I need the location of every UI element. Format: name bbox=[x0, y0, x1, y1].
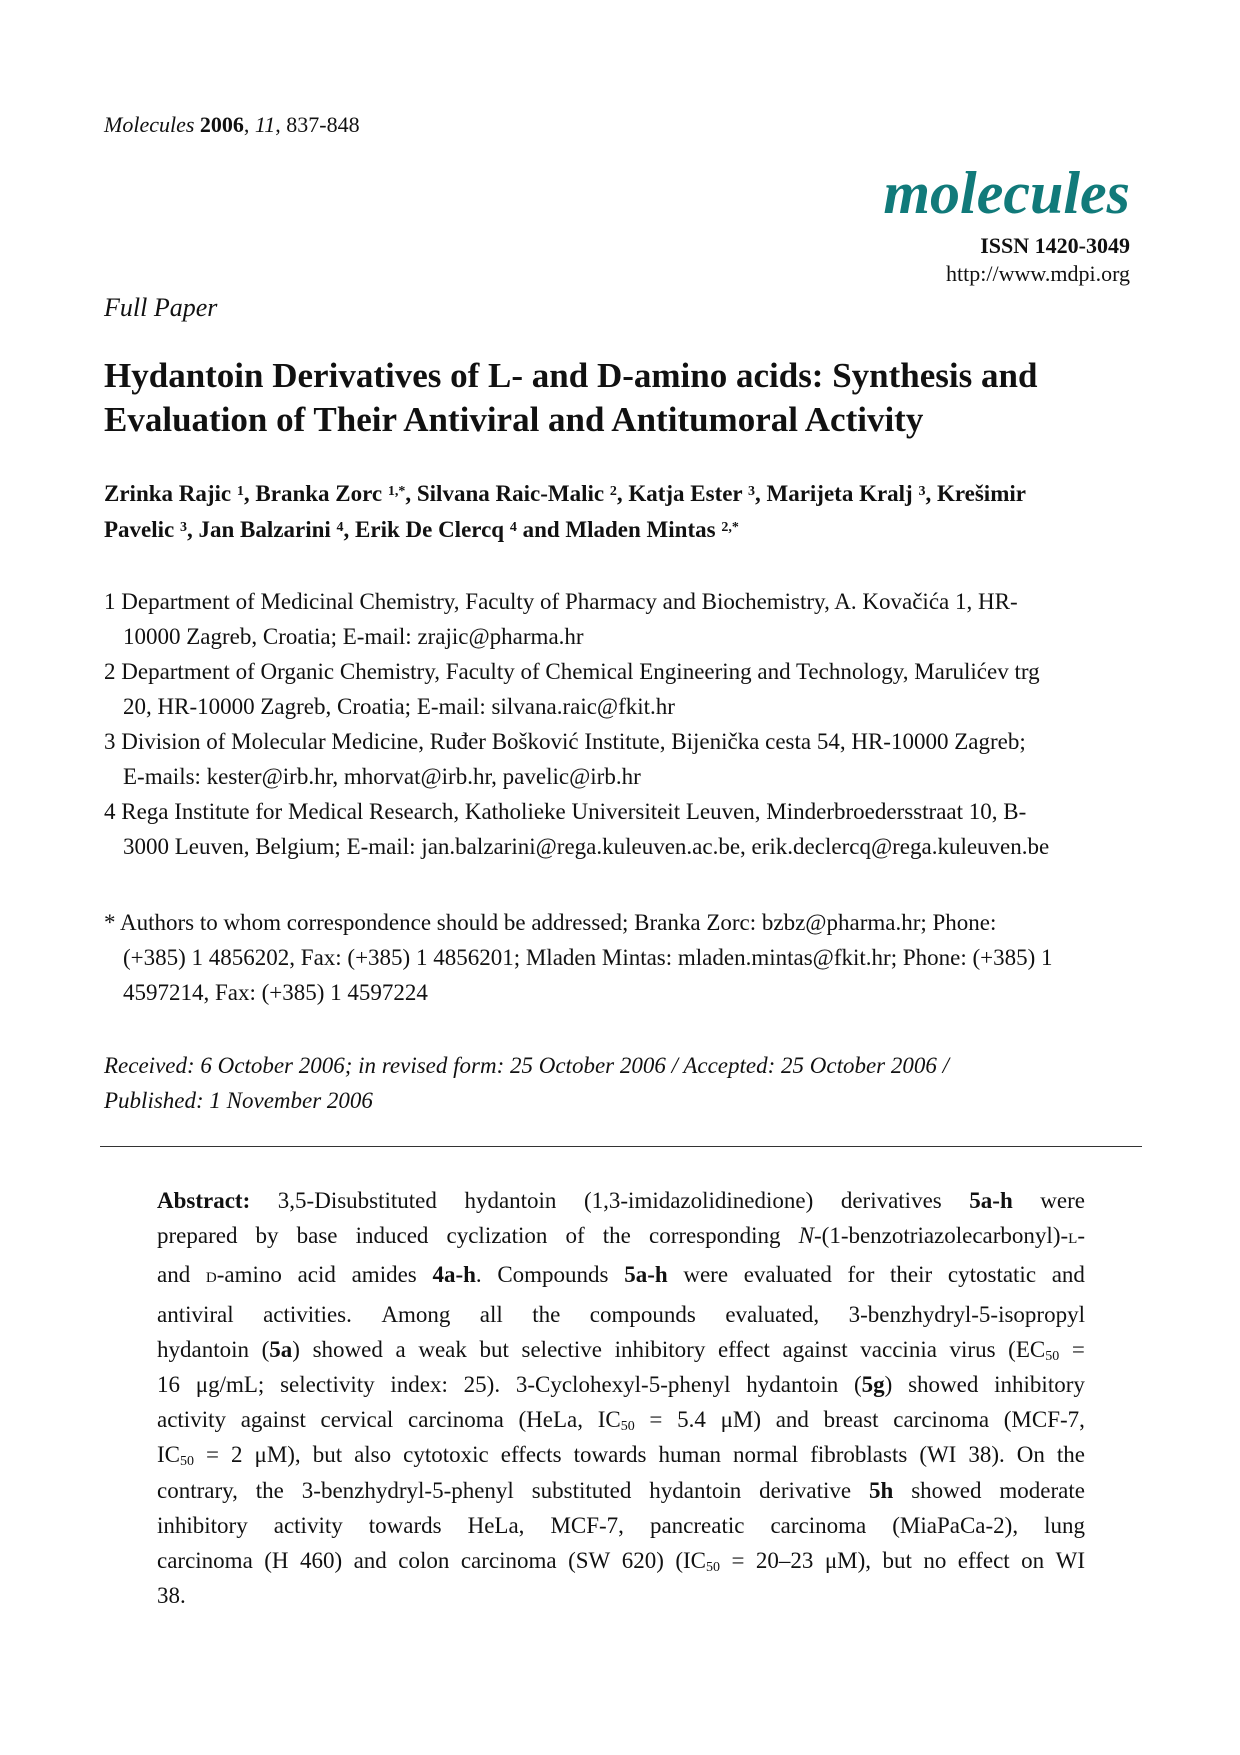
dates-line: Received: 6 October 2006; in revised form: 25 October 2006 / Accepted: 25 October 2006 / bbox=[104, 1053, 950, 1078]
abstract-word: cytotoxic bbox=[403, 1442, 489, 1468]
abstract-word: virus bbox=[949, 1336, 996, 1362]
abstract-word: effect bbox=[957, 1548, 1010, 1574]
abstract-word: (MiaPaCa-2), bbox=[892, 1512, 1019, 1538]
author-name: Jan Balzarini bbox=[198, 517, 331, 542]
abstract-word: towards bbox=[368, 1512, 442, 1538]
abstract-word: 38. bbox=[157, 1583, 186, 1609]
affiliation-1 bbox=[104, 584, 1144, 654]
abstract-word: selectivity bbox=[280, 1372, 375, 1398]
journal-citation: Molecules 2006, 11, 837-848 bbox=[104, 112, 360, 137]
abstract-word: base bbox=[296, 1223, 338, 1249]
abstract-word: (SW bbox=[568, 1548, 611, 1574]
abstract-word: cervical bbox=[320, 1407, 394, 1433]
author-affiliation-mark: 2 bbox=[609, 484, 617, 499]
abstract-word: On bbox=[1016, 1442, 1045, 1468]
abstract-word: 25). bbox=[463, 1372, 501, 1398]
abstract-word: activity bbox=[157, 1407, 226, 1433]
author-name: Erik De Clercq bbox=[355, 517, 505, 542]
abstract-word: the bbox=[602, 1223, 631, 1249]
abstract-word: inhibitory bbox=[157, 1512, 248, 1538]
abstract-word: N-(1-benzotriazolecarbonyl)-L- bbox=[798, 1223, 1085, 1249]
abstract-word: their bbox=[890, 1262, 933, 1288]
abstract-word: μM), bbox=[824, 1548, 872, 1574]
abstract-word: 3,5-Disubstituted bbox=[277, 1188, 437, 1213]
affiliation-line: 20, HR-10000 Zagreb, Croatia; E-mail: silvana.raic@fkit.hr bbox=[123, 694, 675, 719]
abstract-word: corresponding bbox=[648, 1223, 781, 1249]
abstract-word: 5a-h bbox=[624, 1262, 668, 1288]
abstract-word: breast bbox=[823, 1407, 879, 1433]
paper-type: Full Paper bbox=[104, 293, 218, 322]
affiliation-4 bbox=[104, 794, 1144, 864]
abstract-word: showed bbox=[312, 1336, 383, 1362]
author-name: Zrinka Rajic bbox=[104, 481, 232, 506]
author-name-part: Krešimir bbox=[936, 481, 1026, 506]
abstract-word: = bbox=[649, 1407, 663, 1433]
abstract-word: evaluated, bbox=[725, 1301, 820, 1327]
abstract-word: for bbox=[847, 1262, 875, 1288]
author-line: Zrinka Rajic $^1$, Branka Zorc $^{1,*}$, Silvana Raic-Malic $^2$, Katja Ester $^3$, Marijeta Kralj $^3$, Krešimir bbox=[104, 481, 1026, 506]
abstract-word: no bbox=[923, 1548, 947, 1574]
abstract-word: carcinoma bbox=[770, 1512, 867, 1538]
abstract-word: fibroblasts bbox=[810, 1442, 908, 1468]
abstract-word: inhibitory bbox=[994, 1372, 1085, 1398]
abstract-word: of bbox=[565, 1223, 585, 1249]
journal-url[interactable]: http://www.mdpi.org bbox=[946, 261, 1130, 286]
abstract-word: 2 bbox=[230, 1442, 243, 1468]
abstract-word: 5a-h bbox=[969, 1188, 1013, 1213]
author-name: Mladen Mintas bbox=[565, 517, 716, 542]
abstract-word: 5.4 bbox=[677, 1407, 706, 1433]
correspondence-note bbox=[104, 905, 1144, 1010]
abstract-line bbox=[157, 1437, 1085, 1472]
title-line: Hydantoin Derivatives of L- and D-amino acids: Synthesis and bbox=[104, 356, 1038, 395]
abstract-word: D-amino bbox=[205, 1262, 282, 1288]
abstract-word: carcinoma bbox=[408, 1407, 504, 1433]
abstract-word: index: bbox=[390, 1372, 448, 1398]
abstract-line bbox=[157, 1297, 1085, 1332]
affiliation-line: 3 Division of Molecular Medicine, Ruđer Bošković Institute, Bijenička cesta 54, HR-10000 Zagreb; bbox=[104, 729, 1026, 754]
abstract-word: and bbox=[775, 1407, 809, 1433]
author-line: Pavelic $^3$, Jan Balzarini $^4$, Erik De Clercq $^4$ and Mladen Mintas $^{2,*}$ bbox=[104, 517, 739, 542]
abstract-line bbox=[157, 1257, 1085, 1296]
abstract-word: $IC_{50}$ bbox=[157, 1442, 194, 1470]
abstract-word: carcinoma bbox=[460, 1548, 557, 1574]
abstract-word: μM) bbox=[720, 1407, 762, 1433]
abstract-word: all bbox=[479, 1301, 503, 1327]
abstract-line bbox=[157, 1332, 1085, 1367]
affiliation-line: 4 Rega Institute for Medical Research, Katholieke Universiteit Leuven, Minderbroedersstraat 10, B- bbox=[104, 799, 1027, 824]
abstract-word: cytostatic bbox=[947, 1262, 1037, 1288]
journal-year: 2006 bbox=[199, 112, 244, 137]
abstract-word: (H bbox=[264, 1548, 289, 1574]
abstract-word: Among bbox=[381, 1301, 451, 1327]
abstract-word: HeLa, bbox=[467, 1512, 525, 1538]
abstract-line bbox=[157, 1218, 1085, 1257]
abstract-word: = bbox=[731, 1548, 745, 1574]
abstract-word: and bbox=[157, 1262, 191, 1288]
abstract-word: the bbox=[532, 1301, 561, 1327]
abstract-word: hydantoin bbox=[746, 1372, 839, 1398]
author-list bbox=[104, 476, 1144, 548]
abstract-word: MCF-7, bbox=[550, 1512, 624, 1538]
abstract-word: and bbox=[353, 1548, 387, 1574]
abstract-word: but bbox=[312, 1442, 343, 1468]
abstract-word: hydantoin bbox=[464, 1188, 557, 1213]
abstract-word: (HeLa, bbox=[518, 1407, 584, 1433]
abstract-word: evaluated bbox=[743, 1262, 832, 1288]
abstract-word: moderate bbox=[999, 1477, 1085, 1503]
abstract-line bbox=[157, 1543, 1085, 1578]
abstract-word: lung bbox=[1044, 1512, 1085, 1538]
abstract-word: the bbox=[1056, 1442, 1085, 1468]
abstract-word: amides bbox=[351, 1262, 417, 1288]
abstract-word: colon bbox=[398, 1548, 450, 1574]
abstract-word: (MCF-7, bbox=[1003, 1407, 1085, 1433]
abstract-word: a bbox=[395, 1336, 406, 1362]
abstract-word: by bbox=[255, 1223, 279, 1249]
abstract-word: = bbox=[1071, 1336, 1085, 1362]
abstract-word: human bbox=[658, 1442, 722, 1468]
abstract-word: selective bbox=[521, 1336, 602, 1362]
issn: ISSN 1420-3049 bbox=[980, 233, 1130, 258]
abstract-word: vaccinia bbox=[860, 1336, 937, 1362]
abstract-word: the bbox=[255, 1477, 284, 1503]
abstract-word: and bbox=[1051, 1262, 1085, 1288]
author-affiliation-mark: 3 bbox=[918, 484, 926, 499]
abstract-line bbox=[157, 1402, 1085, 1437]
abstract-word: 20–23 bbox=[755, 1548, 814, 1574]
author-affiliation-mark: 3 bbox=[180, 520, 187, 535]
author-name: Marijeta Kralj bbox=[766, 481, 913, 506]
abstract-word: contrary, bbox=[157, 1477, 238, 1503]
abstract-word: 460) bbox=[299, 1548, 343, 1574]
author-affiliation-mark: 2,* bbox=[721, 520, 739, 535]
author-affiliation-mark: 1 bbox=[236, 484, 244, 499]
abstract-word: cyclization bbox=[446, 1223, 548, 1249]
abstract-word: activities. bbox=[263, 1301, 352, 1327]
abstract-word: 4a-h. bbox=[432, 1262, 482, 1288]
author-name: Silvana Raic-Malic bbox=[416, 481, 605, 506]
abstract-word: on bbox=[1021, 1548, 1045, 1574]
correspondence-line: (+385) 1 4856202, Fax: (+385) 1 4856201; Mladen Mintas: mladen.mintas@fkit.hr; Phone: (+385) 1 bbox=[123, 945, 1053, 970]
abstract-word: prepared bbox=[157, 1223, 238, 1249]
author-affiliation-mark: 4 bbox=[336, 520, 344, 535]
abstract-word: 3-benzhydryl-5-isopropyl bbox=[848, 1301, 1085, 1327]
abstract-word: (5a) bbox=[261, 1336, 300, 1362]
abstract-word: 3-benzhydryl-5-phenyl bbox=[301, 1477, 514, 1503]
abstract-word: (5g) bbox=[854, 1372, 893, 1398]
correspondence-line: * Authors to whom correspondence should be addressed; Branka Zorc: bzbz@pharma.hr; Phone: bbox=[104, 910, 997, 935]
abstract-word: (WI bbox=[919, 1442, 957, 1468]
abstract-word: ($IC_{50}$ bbox=[675, 1548, 720, 1576]
abstract-word: hydantoin bbox=[157, 1336, 249, 1362]
abstract-word: Abstract: bbox=[157, 1188, 251, 1213]
abstract-word: 3-Cyclohexyl-5-phenyl bbox=[515, 1372, 731, 1398]
abstract-line bbox=[157, 1578, 1085, 1613]
abstract-word: substituted bbox=[531, 1477, 632, 1503]
abstract-line bbox=[157, 1473, 1085, 1508]
affiliation-3 bbox=[104, 724, 1144, 794]
abstract-word: μg/mL; bbox=[195, 1372, 265, 1398]
author-affiliation-mark: 1,* bbox=[387, 484, 406, 499]
author-affiliation-mark: 3 bbox=[747, 484, 755, 499]
abstract-word: effect bbox=[717, 1336, 770, 1362]
abstract-word: were bbox=[1040, 1188, 1085, 1213]
abstract-word: effects bbox=[500, 1442, 562, 1468]
section-divider bbox=[100, 1146, 1142, 1147]
title-line: Evaluation of Their Antiviral and Antitumoral Activity bbox=[104, 400, 924, 439]
author-name-part: Pavelic bbox=[104, 517, 175, 542]
abstract-word: towards bbox=[573, 1442, 647, 1468]
abstract-word: against bbox=[240, 1407, 306, 1433]
paper-title bbox=[104, 354, 1144, 442]
correspondence-line: 4597214, Fax: (+385) 1 4597224 bbox=[123, 980, 428, 1005]
abstract-word: weak bbox=[418, 1336, 467, 1362]
abstract-word: 16 bbox=[157, 1372, 180, 1398]
dates-line: Published: 1 November 2006 bbox=[104, 1088, 373, 1113]
affiliation-line: 2 Department of Organic Chemistry, Faculty of Chemical Engineering and Technology, Marulićev trg bbox=[104, 659, 1040, 684]
abstract-word: 38). bbox=[968, 1442, 1005, 1468]
abstract-line bbox=[157, 1183, 1085, 1218]
affiliation-line: 1 Department of Medicinal Chemistry, Faculty of Pharmacy and Biochemistry, A. Kovačića 1, HR- bbox=[104, 589, 1018, 614]
abstract-word: normal bbox=[733, 1442, 799, 1468]
abstract bbox=[157, 1183, 1085, 1613]
abstract-word: showed bbox=[911, 1477, 982, 1503]
abstract-word: WI bbox=[1055, 1548, 1085, 1574]
publication-dates bbox=[104, 1048, 949, 1118]
abstract-word: but bbox=[882, 1548, 912, 1574]
affiliation-line: 3000 Leuven, Belgium; E-mail: jan.balzarini@rega.kuleuven.ac.be, erik.declercq@rega.kuleuven.be bbox=[123, 834, 1050, 859]
journal-volume: 11 bbox=[254, 112, 276, 137]
abstract-line bbox=[157, 1508, 1085, 1543]
abstract-word: but bbox=[479, 1336, 509, 1362]
abstract-word: (1,3-imidazolidinedione) bbox=[583, 1188, 814, 1213]
journal-pages: 837-848 bbox=[286, 112, 360, 137]
abstract-word: acid bbox=[297, 1262, 336, 1288]
abstract-word: 620) bbox=[621, 1548, 664, 1574]
affiliation-2 bbox=[104, 654, 1144, 724]
journal-name: Molecules bbox=[104, 112, 195, 137]
abstract-word: carcinoma bbox=[893, 1407, 990, 1433]
abstract-word: derivative bbox=[759, 1477, 852, 1503]
abstract-word: pancreatic bbox=[649, 1512, 745, 1538]
author-name: Branka Zorc bbox=[255, 481, 383, 506]
journal-logo: molecules bbox=[883, 160, 1130, 226]
abstract-word: hydantoin bbox=[649, 1477, 742, 1503]
abstract-word: derivatives bbox=[840, 1188, 942, 1213]
abstract-word: ($EC_{50}$ bbox=[1008, 1336, 1060, 1364]
abstract-word: 5h bbox=[869, 1477, 894, 1503]
abstract-word: Compounds bbox=[497, 1262, 609, 1288]
abstract-word: $IC_{50}$ bbox=[597, 1407, 635, 1435]
affiliation-line: E-mails: kester@irb.hr, mhorvat@irb.hr, pavelic@irb.hr bbox=[123, 764, 641, 789]
abstract-word: induced bbox=[355, 1223, 429, 1249]
abstract-word: carcinoma bbox=[157, 1548, 253, 1574]
abstract-word: against bbox=[782, 1336, 848, 1362]
abstract-line bbox=[157, 1367, 1085, 1402]
abstract-word: μM), bbox=[254, 1442, 301, 1468]
abstract-word: = bbox=[206, 1442, 219, 1468]
abstract-word: antiviral bbox=[157, 1301, 234, 1327]
abstract-word: inhibitory bbox=[614, 1336, 706, 1362]
abstract-word: also bbox=[354, 1442, 392, 1468]
abstract-word: were bbox=[683, 1262, 729, 1288]
affiliation-line: 10000 Zagreb, Croatia; E-mail: zrajic@pharma.hr bbox=[123, 624, 584, 649]
author-affiliation-mark: 4 bbox=[509, 520, 517, 535]
abstract-word: compounds bbox=[589, 1301, 696, 1327]
abstract-word: showed bbox=[908, 1372, 979, 1398]
author-name: Katja Ester bbox=[628, 481, 743, 506]
abstract-word: activity bbox=[273, 1512, 343, 1538]
